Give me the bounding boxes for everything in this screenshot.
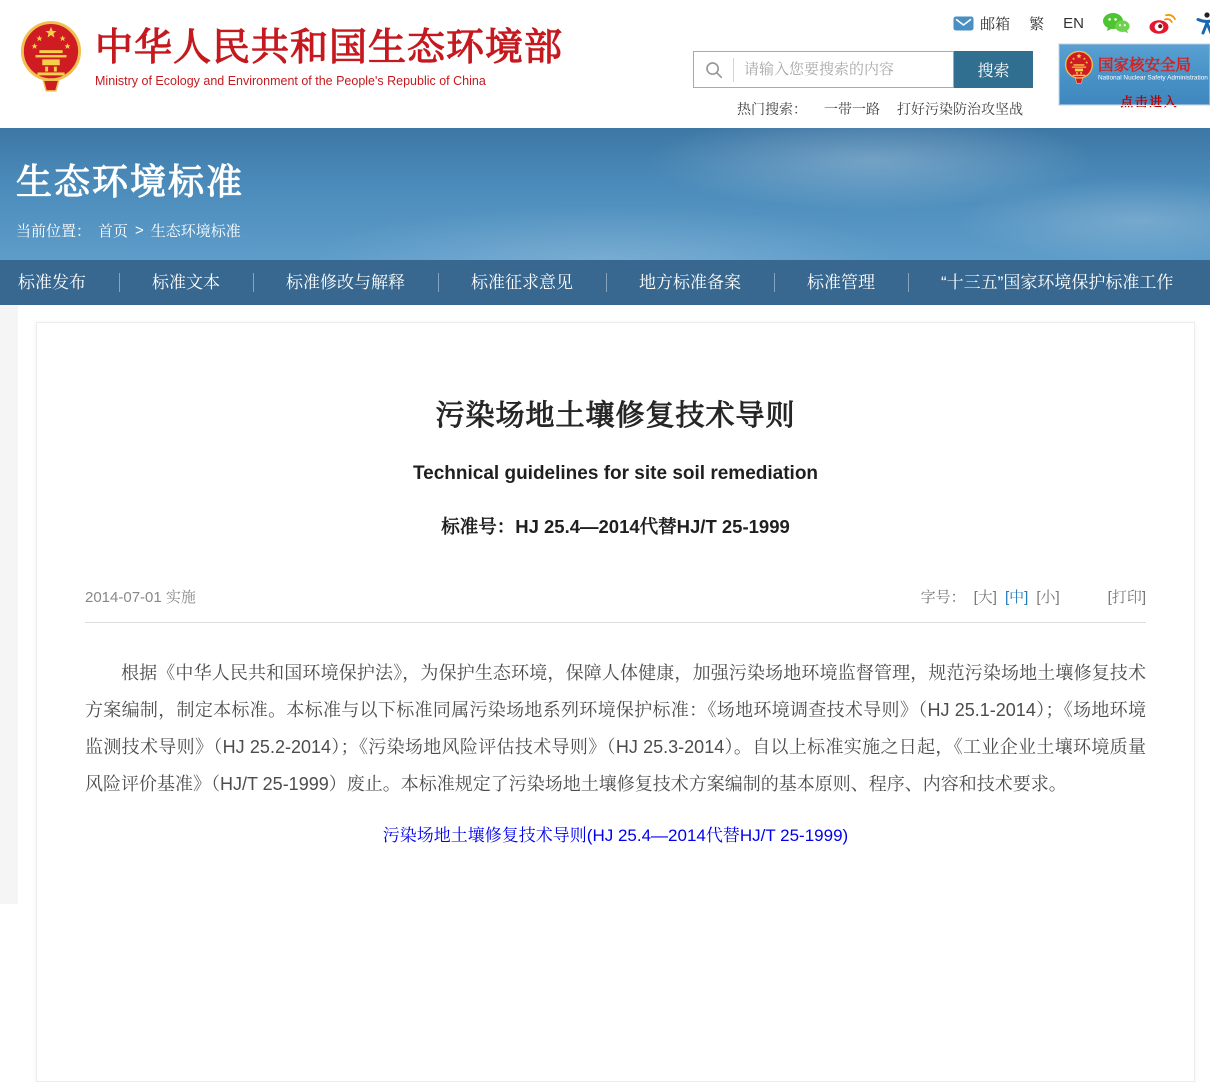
search-field-wrap bbox=[693, 51, 954, 88]
hot-search-link-pollution-battle[interactable]: 打好污染防治攻坚战 bbox=[897, 101, 1023, 117]
attachment-row bbox=[85, 821, 1146, 846]
attachment-link[interactable]: 污染场地土壤修复技术导则(HJ 25.4—2014代替HJ/T 25-1999) bbox=[382, 826, 849, 845]
search-icon bbox=[694, 58, 734, 82]
hot-search-label: 热门搜索： bbox=[737, 101, 807, 117]
page-banner bbox=[0, 128, 1210, 260]
breadcrumb-label: 当前位置： bbox=[16, 223, 92, 240]
site-logo[interactable] bbox=[20, 15, 563, 102]
article-body: 根据《中华人民共和国环境保护法》，为保护生态环境，保障人体健康，加强污染场地环境监督管理，规范污染场地土壤修复技术方案编制，制定本标准。本标准与以下标准同属污染场地系列环境保护标准：《场地环境调查技术导则》（HJ 25.1-2014）；《场地环境监测技术导则》（HJ 25.2-2014）；《污染场地风险评估技术导则》（HJ 25.3-2014）。自以上标准实施之日起，《工业企业土壤环境质量风险评价基准》（HJ/T 25-1999）废止。本标准规定了污染场地土壤修复技术方案编制的基本原则、程序、内容和技术要求。 bbox=[85, 663, 1146, 794]
nuclear-badge-top bbox=[1060, 45, 1209, 91]
article-title: 污染场地土壤修复技术导则 bbox=[435, 400, 796, 432]
article-card bbox=[36, 322, 1195, 1082]
traditional-chinese-link[interactable]: 繁 bbox=[1029, 15, 1045, 33]
nav-item-standard-comments[interactable]: 标准征求意见 bbox=[438, 260, 606, 305]
site-title: 中华人民共和国生态环境部 bbox=[95, 27, 564, 70]
english-link[interactable]: EN bbox=[1063, 14, 1084, 32]
breadcrumb-home-link[interactable]: 首页 bbox=[98, 223, 129, 240]
banner-title: 生态环境标准 bbox=[16, 161, 245, 202]
font-size-small-button[interactable]: [小] bbox=[1036, 589, 1060, 606]
search-area bbox=[693, 51, 1033, 119]
national-emblem-badge-icon bbox=[1064, 48, 1094, 91]
nuclear-badge-text bbox=[1098, 57, 1210, 81]
logo-text bbox=[95, 29, 563, 88]
nav-item-standard-management[interactable]: 标准管理 bbox=[774, 260, 908, 305]
wechat-icon[interactable] bbox=[1103, 12, 1130, 34]
search-button[interactable]: 搜索 bbox=[954, 51, 1033, 88]
nav-item-standard-text[interactable]: 标准文本 bbox=[119, 260, 253, 305]
nuclear-badge-subtitle: National Nuclear Safety Administration bbox=[1098, 74, 1208, 81]
mail-link[interactable] bbox=[953, 13, 1010, 34]
print-button[interactable]: [打印] bbox=[1107, 589, 1146, 606]
left-gutter bbox=[0, 305, 18, 904]
weibo-icon[interactable] bbox=[1149, 13, 1176, 34]
main-nav bbox=[0, 260, 1210, 305]
article-title-en: Technical guidelines for site soil remediation bbox=[412, 463, 819, 484]
nuclear-badge-enter-link[interactable]: 点击进入 bbox=[1120, 95, 1179, 109]
nav-item-standard-release[interactable]: 标准发布 bbox=[18, 273, 86, 292]
search-input[interactable] bbox=[734, 61, 953, 78]
font-size-label: 字号： bbox=[920, 589, 966, 606]
hot-search bbox=[693, 99, 1033, 119]
hot-search-link-belt-road[interactable]: 一带一路 bbox=[824, 101, 880, 117]
breadcrumb-current-link[interactable]: 生态环境标准 bbox=[150, 223, 241, 240]
article-meta-row bbox=[85, 586, 1146, 607]
search-box bbox=[693, 51, 1033, 88]
nuclear-safety-banner[interactable] bbox=[1059, 44, 1210, 109]
breadcrumb bbox=[16, 220, 1210, 241]
site-subtitle: Ministry of Ecology and Environment of the People's Republic of China bbox=[95, 73, 486, 88]
site-header bbox=[0, 0, 1210, 128]
nav-item-local-standard-filing[interactable]: 地方标准备案 bbox=[606, 260, 774, 305]
utility-bar bbox=[953, 8, 1210, 38]
accessibility-icon[interactable] bbox=[1195, 11, 1210, 35]
nuclear-badge-title: 国家核安全局 bbox=[1098, 57, 1192, 75]
mail-icon bbox=[953, 16, 974, 31]
national-emblem-logo bbox=[20, 15, 82, 102]
article-standard-number: 标准号：HJ 25.4—2014代替HJ/T 25-1999 bbox=[441, 516, 790, 537]
font-size-large-button[interactable]: [大] bbox=[973, 589, 997, 606]
font-size-medium-button[interactable]: [中] bbox=[1004, 589, 1029, 606]
nav-item-13th-five-plan[interactable]: “十三五”国家环境保护标准工作 bbox=[908, 260, 1206, 305]
mail-label: 邮箱 bbox=[980, 15, 1011, 33]
breadcrumb-separator: > bbox=[135, 222, 144, 239]
implementation-date: 2014-07-01 实施 bbox=[85, 589, 196, 606]
article-tools bbox=[921, 586, 1146, 607]
meta-divider bbox=[85, 622, 1146, 623]
nav-item-standard-revision[interactable]: 标准修改与解释 bbox=[253, 260, 438, 305]
